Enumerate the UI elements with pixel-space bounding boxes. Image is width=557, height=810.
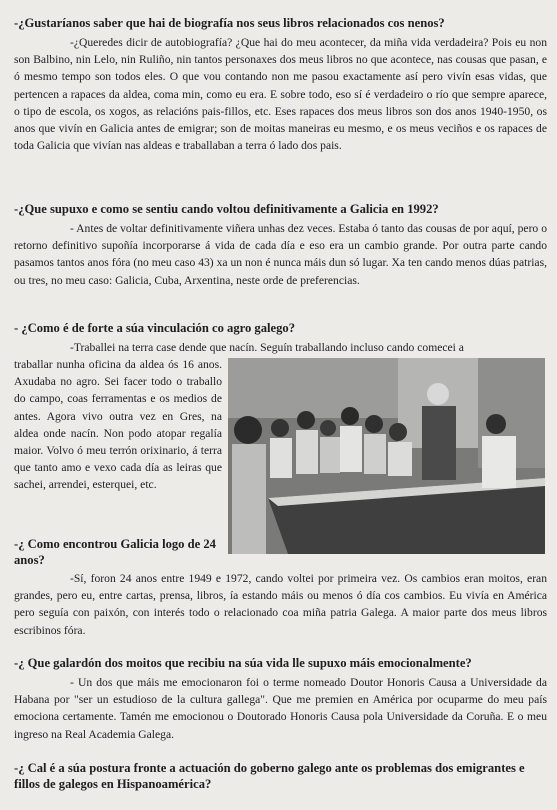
answer-agro-line1: -Traballei na terra case dende que nacín. Seguín traballando incluso cando comecei a: [70, 341, 464, 354]
question-biography: -¿Gustaríanos saber que hai de biografía nos seus libros relacionados cos nenos?: [14, 16, 445, 30]
question-government-stance: -¿ Cal é a súa postura fronte a actuación do goberno galego ante os problemas dos emigrantes e fillos de galegos en Hispanoamérica?: [14, 761, 525, 791]
answer-biography: -¿Queredes dicir de autobiografía? ¿Que hai do meu acontecer, da miña vida verdadeira? Pois eu non son Balbino, nin Lelo, nin Ruliño, nin tantos personaxes dos meus libros no que acontece, nas cousas que pasan, e ó mesmo tempo son todos eles. O que vou contando non me pasou exactamente así pero vivín esas vidas, que pertencen a rapaces da aldea, coma min, como eu era. E sobre todo, eso sí é verdadeiro o río que sempre aparece, o tipo de escola, os xogos, as relacións pais-fillos, etc. Eses rapaces dos meus libros son dos anos 1940-1950, os anos que vivín en Galicia antes de emigrar; son de moitas maneiras eu mesmo, e os meus veciños e os rapaces de toda Galicia que vivían nas aldeas e traballaban a terra ó lado dos pais.: [14, 36, 547, 153]
answer-galicia-24-years: -Sí, foron 24 anos entre 1949 e 1972, cando voltei por primeira vez. Os cambios eran moitos, eran grandes, pero eu, entre cartas, prensa, libros, ía estando máis ou menos ó día cos cambios. Eu vivía en América pero seguía con paixón, con interés todo o relacionado coa miña patria Galega. A maior parte dos meus libros escribinos fóra.: [14, 572, 547, 637]
question-return-1992: -¿Que supuxo e como se sentiu cando voltou definitivamente a Galicia en 1992?: [14, 202, 439, 216]
answer-agro-side: traballar nunha oficina da aldea ós 16 anos. Axudaba no agro. Sei facer todo o traballo do campo, coas ferramentas e os medios de antes. Agora vivo outra vez en Gres, na aldea onde nacín. Non podo atopar regalía maior. Volvo ó meu terrón orixinario, á terra que tanto amo e vexo cada día as leiras que sachei, arrendei, esterquei, etc.: [14, 358, 222, 492]
photo-reading-table: [228, 358, 545, 554]
answer-award: - Un dos que máis me emocionaron foi o terme nomeado Doutor Honoris Causa a Universidade da Habana por "ser un estudioso de la cultura gallega". Que me premien en América por ocuparme do meu país emociona certamente. Tamén me emocionou o Doutorado Honoris Causa pola Universidade da Coruña. E o meu ingreso na Real Academia Galega.: [14, 676, 547, 741]
question-award: -¿ Que galardón dos moitos que recibiu na súa vida lle supuxo máis emocionalmente?: [14, 656, 472, 670]
answer-return-1992: - Antes de voltar definitivamente viñera unhas dez veces. Estaba ó tanto das cousas de por aquí, pero o retorno definitivo supoñía incorporarse á vida de cada día e eso era un cambio grande. Por outra parte cando pasamos tantos anos fóra (no meu caso 43) xa un non é nunca máis dun só lugar. Xa ten cando menos dúas patrias, ou tres, no meu caso: Galicia, Cuba, Arxentina, neste orde de preferencias.: [14, 222, 547, 287]
question-agro-link: - ¿Como é de forte a súa vinculación co agro galego?: [14, 321, 295, 335]
question-galicia-24-years: -¿ Como encontrou Galicia logo de 24 anos?: [14, 537, 216, 567]
